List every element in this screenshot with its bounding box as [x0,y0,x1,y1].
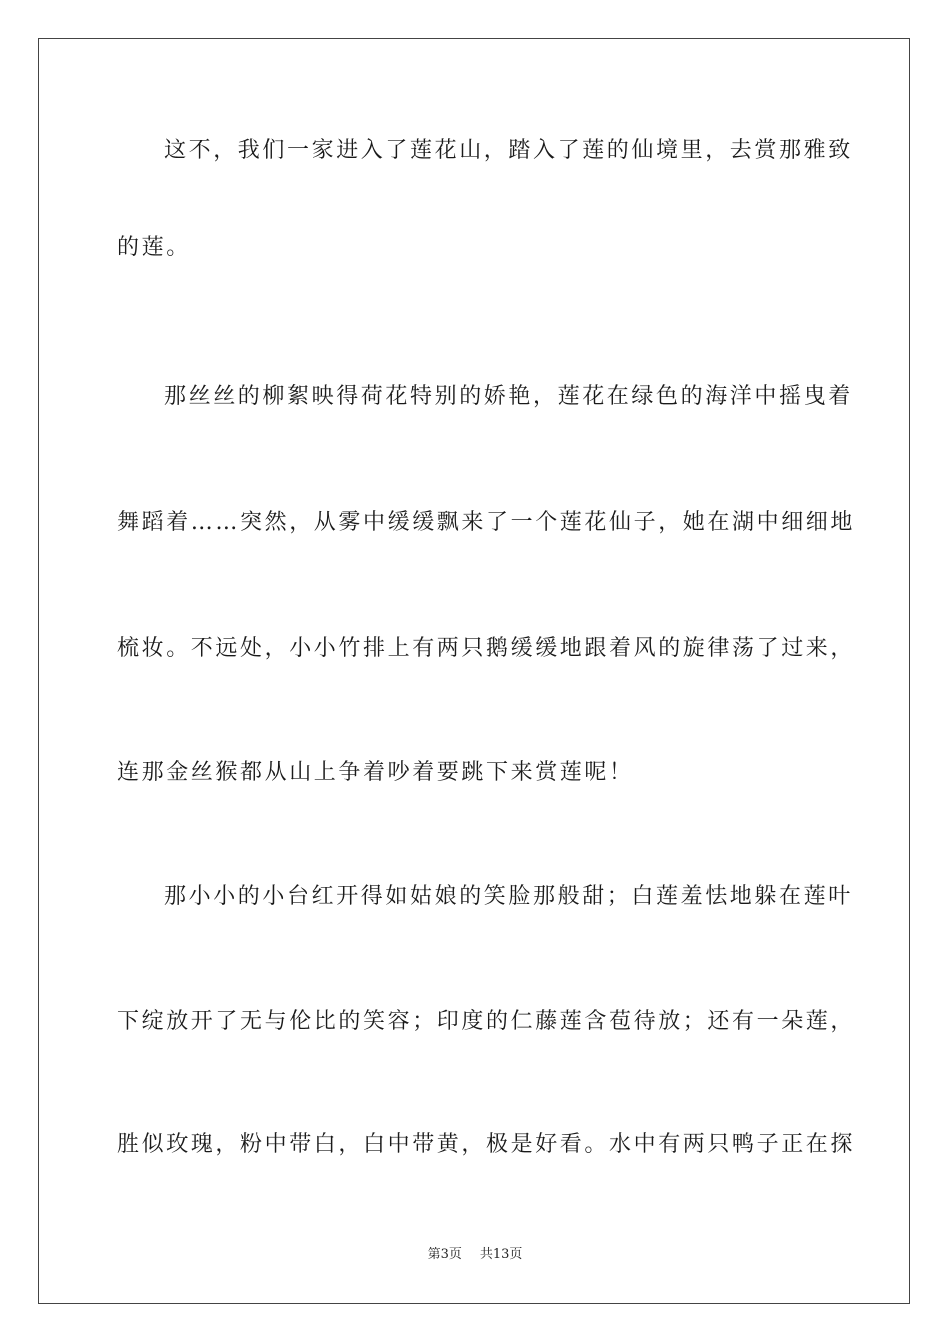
paragraph-2-line-1: 那丝丝的柳絮映得荷花特别的娇艳，莲花在绿色的海洋中摇曳着 [164,384,853,409]
paragraph-2-line-4: 连那金丝猴都从山上争着吵着要跳下来赏莲呢！ [117,760,634,785]
page-number: 第3页 [427,1247,462,1262]
paragraph-3-line-3: 胜似玫瑰，粉中带白，白中带黄，极是好看。水中有两只鸭子正在探 [117,1132,856,1157]
paragraph-3-line-2: 下绽放开了无与伦比的笑容；印度的仁藤莲含苞待放；还有一朵莲， [117,1009,856,1034]
paragraph-2-line-3: 梳妆。不远处，小小竹排上有两只鹅缓缓地跟着风的旋律荡了过来， [117,636,856,661]
paragraph-3-line-1: 那小小的小台红开得如姑娘的笑脸那般甜；白莲羞怯地躲在莲叶 [164,884,853,909]
paragraph-2-line-2: 舞蹈着……突然，从雾中缓缓飘来了一个莲花仙子，她在湖中细细地 [117,510,856,535]
total-pages: 共13页 [479,1247,523,1262]
page-footer [0,1246,950,1264]
page-border [38,38,910,1304]
paragraph-1-line-2: 的莲。 [117,235,191,260]
paragraph-1-line-1: 这不，我们一家进入了莲花山，踏入了莲的仙境里，去赏那雅致 [164,138,853,163]
